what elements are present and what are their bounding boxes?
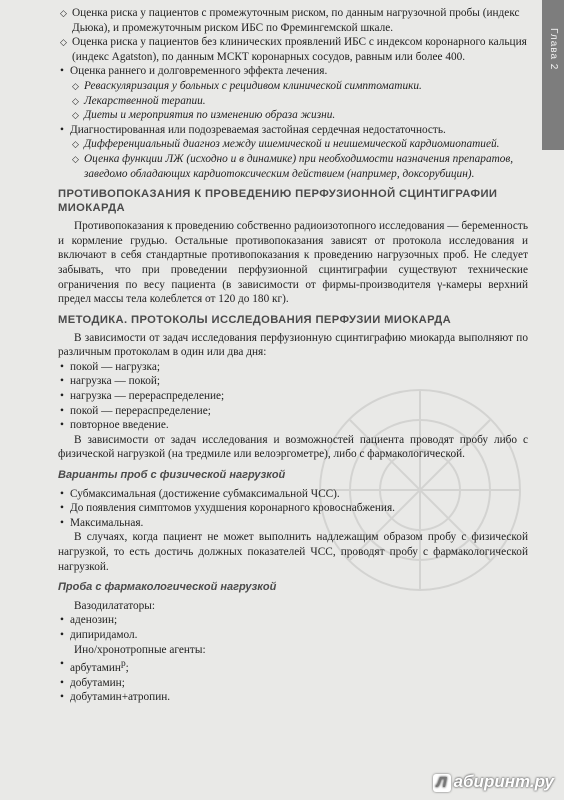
list-item: • До появления симптомов ухудшения коронарного кровоснабжения. xyxy=(58,501,528,516)
list-item: ◇ Дифференциальный диагноз между ишемической и неишемической кардиомиопатией. xyxy=(70,137,528,152)
page-content xyxy=(58,6,528,705)
list-item: • Субмаксимальная (достижение субмаксимальной ЧСС). xyxy=(58,487,528,502)
paragraph-contraindications: Противопоказания к проведению собственно радиоизотопного исследования — беременность и кормление грудью. Остальные противопоказания зависят от протокола исследования и включают в себя стандартные противопоказания к проведению нагрузочных проб. Не следует забывать, что при проведении перфузионной сцинтиграфии существуют технические ограничения по весу пациента (в зависимости от фирмы-производителя γ-камеры верхний предел массы тела колеблется от 120 до 180 кг). xyxy=(58,220,528,306)
site-watermark xyxy=(433,772,554,792)
list-item: ◇ Реваскуляризация у больных с рецидивом клинической симптоматики. xyxy=(70,79,528,94)
subsection-heading-pharmacological: Проба с фармакологической нагрузкой xyxy=(58,581,277,594)
list-item: • аденозин; xyxy=(58,613,528,628)
continued-sublist xyxy=(58,6,528,64)
watermark-logo-icon: Л xyxy=(433,774,451,792)
list-item-text: Оценка раннего и долговременного эффекта лечения. xyxy=(70,65,328,78)
vasodilators-label: Вазодилататоры: xyxy=(74,599,156,612)
list-item-text: Диагностированная или подозреваемая застойная сердечная недостаточность. xyxy=(70,123,446,136)
indications-list xyxy=(58,64,528,181)
list-item: • повторное введение. xyxy=(58,418,528,433)
physical-test-list xyxy=(58,487,528,531)
protocols-list xyxy=(58,360,528,433)
list-item: ◇ Оценка функции ЛЖ (исходно и в динамике) при необходимости назначения препаратов, заведомо обладающих кардиотоксическим действием (например, доксорубицин). xyxy=(70,152,528,181)
paragraph-methods-intro: В зависимости от задач исследования перфузионную сцинтиграфию миокарда выполняют по различным протоколам в один или два дня: xyxy=(58,331,528,359)
list-item: • покой — нагрузка; xyxy=(58,360,528,375)
subsection-heading-physical: Варианты проб с физической нагрузкой xyxy=(58,469,286,482)
paragraph-test-choice: В зависимости от задач исследования и возможностей пациента проводят пробу либо с физической нагрузкой (на тредмиле или велоэргометре), либо с фармакологической. xyxy=(58,433,528,461)
list-item: • добутамин; xyxy=(58,676,528,691)
list-item: ◇ Лекарственной терапии. xyxy=(70,94,528,109)
chapter-side-tab-label: Глава 2 xyxy=(548,28,559,71)
list-item: • Максимальная. xyxy=(58,516,528,531)
list-item: ◇ Оценка риска у пациентов с промежуточным риском, по данным нагрузочной пробы (индекс Дьюка), и промежуточным риском ИБС по Фремингемской шкале. xyxy=(58,6,528,35)
list-item: • нагрузка — перераспределение; xyxy=(58,389,528,404)
drug-tail: ; xyxy=(125,661,129,674)
sublist xyxy=(70,137,528,181)
list-item: • дипиридамол. xyxy=(58,628,528,643)
list-item xyxy=(58,64,528,122)
list-item: • покой — перераспределение; xyxy=(58,404,528,419)
paragraph-physical-fallback: В случаях, когда пациент не может выполнить надлежащим образом пробу с физической нагрузкой, то есть достичь должных показателей ЧСС, проводят пробу с фармакологической нагрузкой. xyxy=(58,531,528,573)
list-item xyxy=(58,123,528,181)
watermark-text: абиринт.ру xyxy=(453,772,554,791)
vasodilators-list xyxy=(58,613,528,642)
ino-agents-label: Ино/хронотропные агенты: xyxy=(74,643,206,656)
chapter-side-tab[interactable] xyxy=(542,0,564,150)
ino-agents-list xyxy=(58,657,528,705)
section-heading-contraindications: ПРОТИВОПОКАЗАНИЯ К ПРОВЕДЕНИЮ ПЕРФУЗИОННОЙ СЦИНТИГРАФИИ МИОКАРДА xyxy=(58,188,498,215)
drug-name: арбутамин xyxy=(70,661,121,674)
list-item: ◇ Диеты и мероприятия по изменению образа жизни. xyxy=(70,108,528,123)
list-item: • нагрузка — покой; xyxy=(58,374,528,389)
sublist xyxy=(70,79,528,123)
drug-note-mark: р xyxy=(120,659,126,670)
list-item: ◇ Оценка риска у пациентов без клинических проявлений ИБС с индексом коронарного кальция (индекс Agatston), по данным МСКТ коронарных сосудов, равным или более 400. xyxy=(58,35,528,64)
list-item xyxy=(58,657,528,675)
section-heading-methods: МЕТОДИКА. ПРОТОКОЛЫ ИССЛЕДОВАНИЯ ПЕРФУЗИИ МИОКАРДА xyxy=(58,313,452,326)
list-item: • добутамин+атропин. xyxy=(58,690,528,705)
